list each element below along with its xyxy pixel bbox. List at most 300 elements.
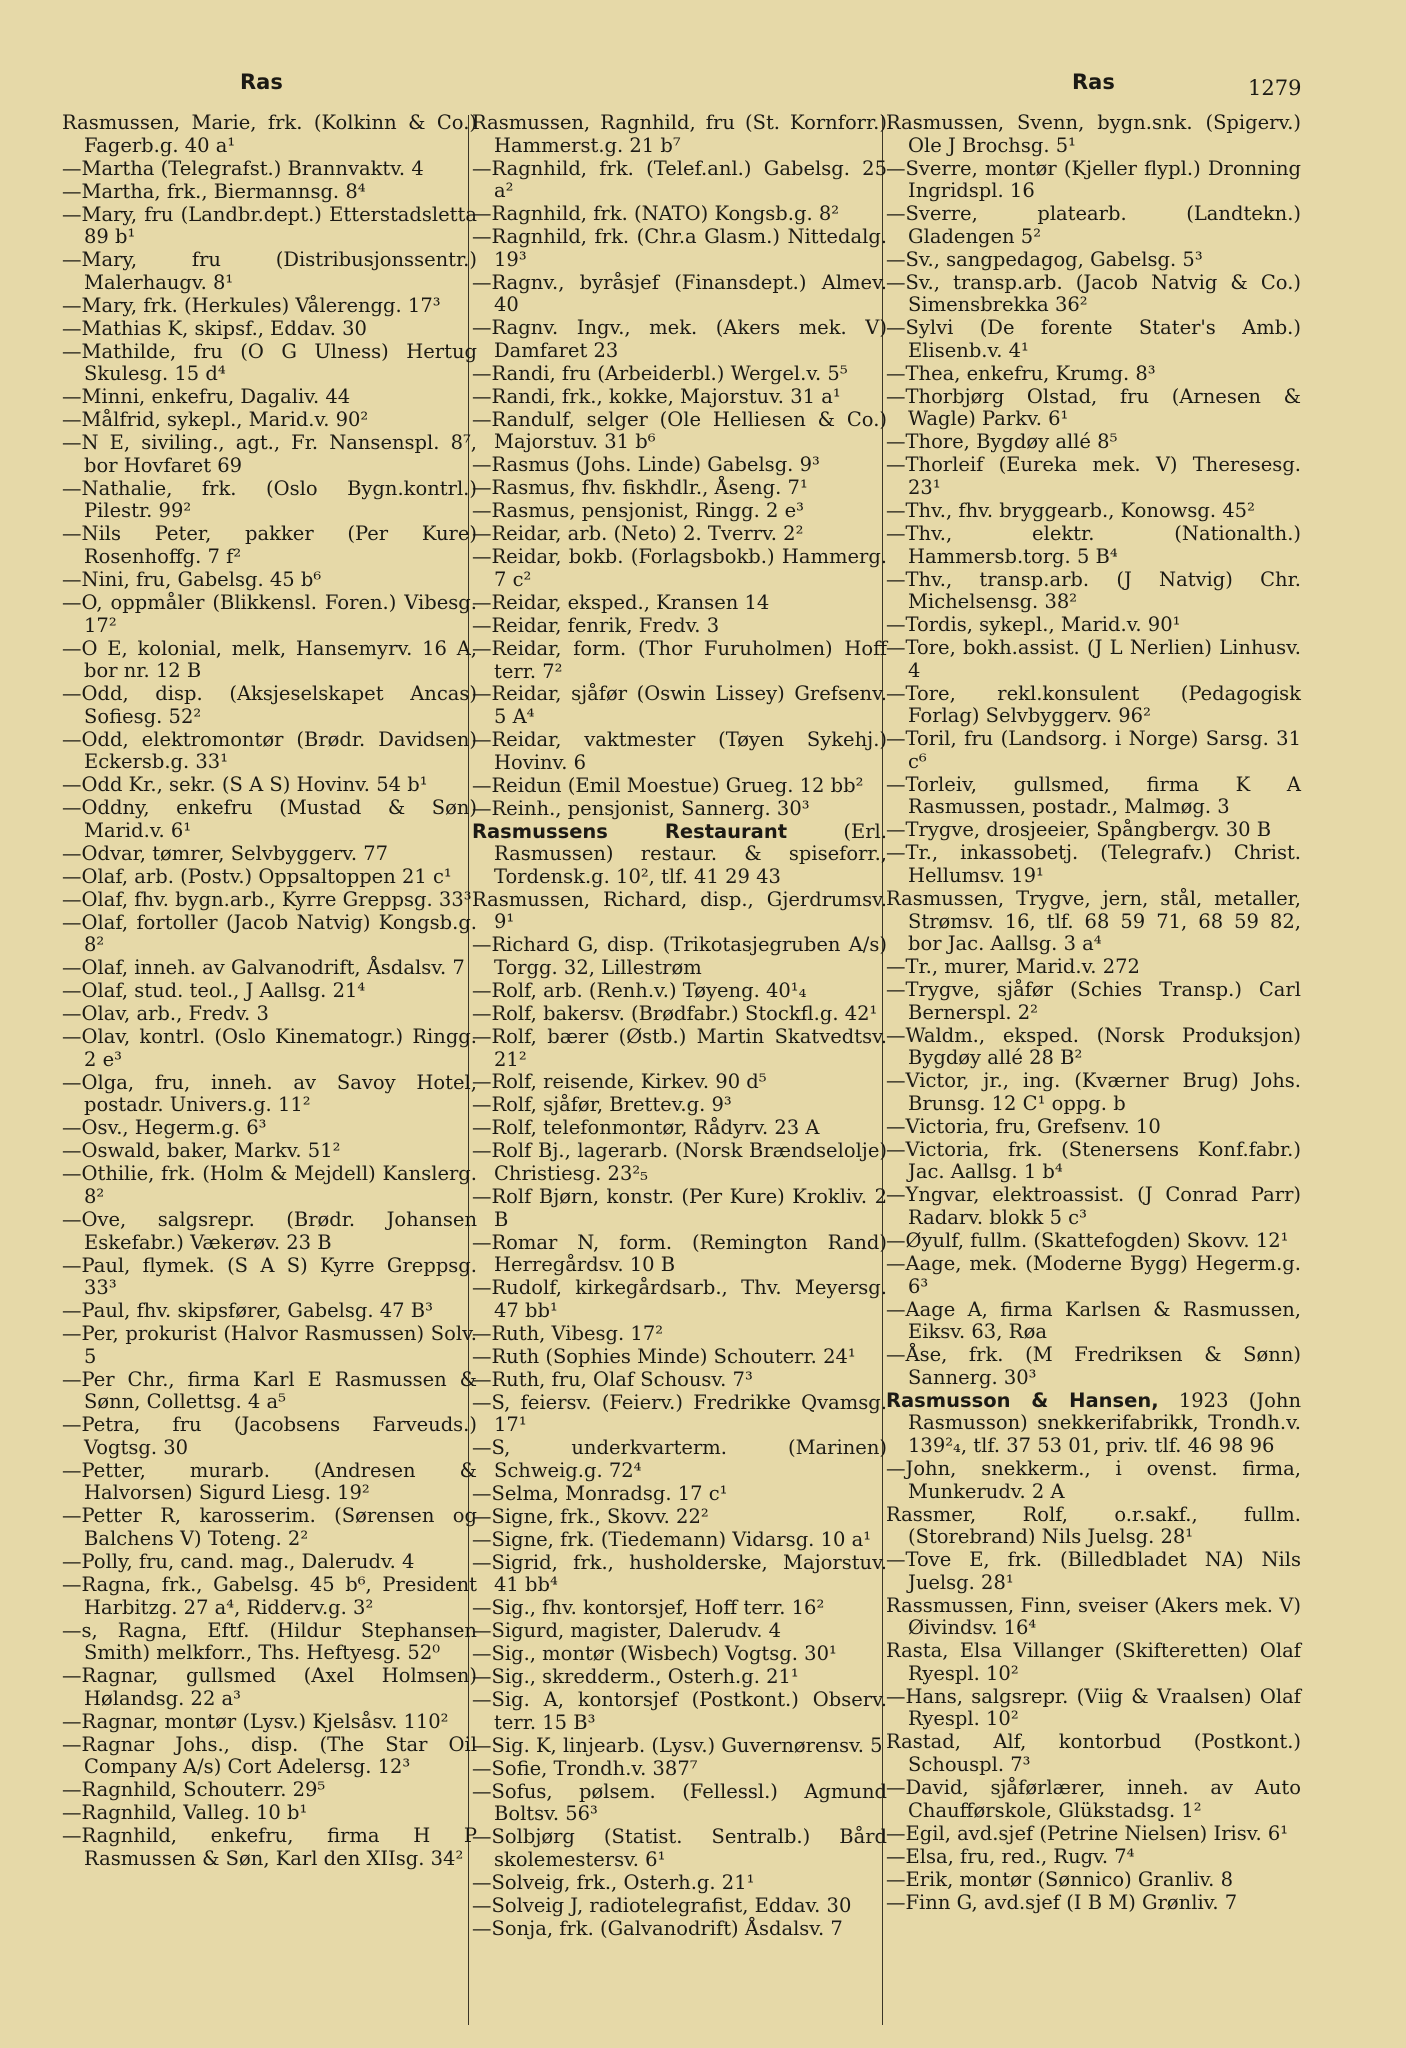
entry-text: —Ruth, Vibesg. 17² [472, 1321, 664, 1345]
entry-text: Rasmussen, Marie, frk. (Kolkinn & Co.) Fagerb.g. 40 a¹ [62, 111, 477, 157]
entry-text: —Trygve, drosjeeier, Spångbergv. 30 B [886, 818, 1272, 842]
directory-entry [886, 637, 1301, 682]
entry-text: —Olaf, inneh. av Galvanodrift, Åsdalsv. 7 [62, 956, 465, 980]
page-number: 1279 [1248, 76, 1302, 100]
directory-entry [886, 683, 1301, 728]
entry-text: —Erik, montør (Sønnico) Granliv. 8 [886, 1867, 1233, 1891]
entry-text: —Reidar, arb. (Neto) 2. Tverrv. 2² [472, 522, 804, 546]
directory-entry [62, 1802, 477, 1825]
directory-entry [472, 454, 887, 477]
entry-text: —Torleiv, gullsmed, firma K A Rasmussen, postadr., Malmøg. 3 [886, 772, 1301, 819]
entry-text: —Rolf Bjørn, konstr. (Per Kure) Krokliv. 2 B [472, 1185, 887, 1231]
entry-text: —Ragnhild, Valleg. 10 b¹ [62, 1801, 308, 1825]
entry-text: Rastad, Alf, kontorbud (Postkont.) Schouspl. 7³ [886, 1730, 1301, 1776]
entry-text: —Mary, frk. (Herkules) Vålerengg. 17³ [62, 293, 441, 317]
entry-text: —Ragnhild, frk. (Telef.anl.) Gabelsg. 25 a² [472, 156, 887, 203]
entry-text: —Polly, fru, cand. mag., Dalerudv. 4 [62, 1550, 415, 1574]
directory-entry [886, 112, 1301, 157]
entry-text: —Reidar, vaktmester (Tøyen Sykehj.) Hovinv. 6 [472, 728, 887, 774]
directory-entry [472, 1437, 887, 1482]
directory-entry [472, 821, 887, 889]
directory-entry [62, 409, 477, 432]
entry-text: —Rasmus, pensjonist, Ringg. 2 e³ [472, 499, 804, 523]
entry-text: —Nils Peter, pakker (Per Kure) Rosenhoffg. 7 f² [62, 522, 477, 568]
directory-entry [62, 797, 477, 842]
entry-text: —Ragnhild, enkefru, firma H P Rasmussen & Søn, Karl den XIIsg. 34² [62, 1824, 477, 1870]
entry-text: —Reidar, bokb. (Forlagsbokb.) Hammerg. 7 c² [472, 545, 887, 591]
directory-entry [472, 112, 887, 157]
directory-entry [472, 1277, 887, 1322]
entry-text: —Nini, fru, Gabelsg. 45 b⁶ [62, 567, 322, 591]
entry-text: —Paul, fhv. skipsfører, Gabelsg. 47 B³ [62, 1299, 433, 1323]
entry-text: —Petter R, karosserim. (Sørensen og Balchens V) Toteng. 2² [62, 1504, 477, 1551]
directory-entry [472, 1826, 887, 1871]
entry-text: —Sigurd, magister, Dalerudv. 4 [472, 1619, 782, 1643]
directory-entry [886, 1025, 1301, 1070]
entry-text: —Solbjørg (Statist. Sentralb.) Bård skolemestersv. 6¹ [472, 1825, 887, 1872]
directory-entry [62, 158, 477, 181]
entry-text: —Odd, disp. (Aksjeselskapet Ancas) Sofiesg. 52² [62, 682, 477, 728]
entry-text: —N E, siviling., agt., Fr. Nansenspl. 8⁷, bor Hovfaret 69 [62, 431, 477, 477]
entry-text: —Signe, frk. (Tiedemann) Vidarsg. 10 a¹ [472, 1527, 872, 1551]
directory-entry [472, 546, 887, 591]
directory-entry [62, 341, 477, 386]
entry-text: —Ove, salgsrepr. (Brødr. Johansen Eskefabr.) Vækerøv. 23 B [62, 1208, 477, 1254]
directory-entry [886, 1139, 1301, 1184]
entry-text: —Thea, enkefru, Krumg. 8³ [886, 361, 1156, 385]
entry-text: —Ragnv. Ingv., mek. (Akers mek. V) Damfaret 23 [472, 316, 887, 362]
entry-text: Rasmussen, Trygve, jern, stål, metaller, Strømsv. 16, tlf. 68 59 71, 68 59 82, bor Jac. Aallsg. 3 a⁴ [886, 887, 1301, 956]
directory-entry [62, 980, 477, 1003]
directory-entry [886, 774, 1301, 819]
directory-entry [472, 1071, 887, 1094]
directory-entry [886, 158, 1301, 203]
entry-text: —Sv., sangpedagog, Gabelsg. 5³ [886, 247, 1203, 271]
entry-business-name: Rasmusson & Hansen, [886, 1388, 1159, 1412]
entry-text: —Randi, fru (Arbeiderbl.) Wergel.v. 5⁵ [472, 361, 848, 385]
entry-text: —Olaf, arb. (Postv.) Oppsaltoppen 21 c¹ [62, 864, 452, 888]
directory-entry [472, 934, 887, 979]
entry-text: —O E, kolonial, melk, Hansemyrv. 16 A, bor nr. 12 B [62, 636, 477, 683]
entry-text: —Thorleif (Eureka mek. V) Theresesg. 23¹ [886, 453, 1301, 500]
directory-entry [62, 592, 477, 637]
directory-entry [62, 569, 477, 592]
entry-text: —Sig. K, linjearb. (Lysv.) Guvernørensv. 5 [472, 1733, 883, 1757]
directory-entry [886, 569, 1301, 614]
entry-text: —Olaf, stud. teol., J Aallsg. 21⁴ [62, 979, 366, 1003]
directory-entry [62, 1711, 477, 1734]
directory-entry [472, 1506, 887, 1529]
directory-entry [886, 888, 1301, 956]
directory-entry [62, 1620, 477, 1665]
directory-entry [472, 1346, 887, 1369]
directory-entry [472, 1758, 887, 1781]
directory-column-2 [472, 112, 887, 1941]
entry-text: —Reinh., pensjonist, Sannerg. 30³ [472, 796, 810, 820]
directory-entry [886, 1116, 1301, 1139]
entry-text: —Ragnar Johs., disp. (The Star Oil Company A/s) Cort Adelersg. 12³ [62, 1732, 477, 1779]
running-header-right: Ras [1072, 70, 1115, 94]
entry-text: —Rasmus (Johs. Linde) Gabelsg. 9³ [472, 453, 820, 477]
directory-entry [62, 432, 477, 477]
entry-text: —Nathalie, frk. (Oslo Bygn.kontrl.) Pilestr. 99² [62, 476, 477, 523]
entry-text: —Thv., fhv. bryggearb., Konowsg. 45² [886, 499, 1255, 522]
directory-entry [472, 638, 887, 683]
running-header-left: Ras [240, 70, 283, 94]
directory-entry [886, 1640, 1301, 1685]
entry-text: —Per, prokurist (Halvor Rasmussen) Solv. 5 [62, 1322, 477, 1368]
directory-entry [62, 523, 477, 568]
directory-entry [472, 1323, 887, 1346]
entry-text: 1923 (John Rasmusson) snekkerifabrikk, Trondh.v. 139²₄, tlf. 37 53 01, priv. tlf. 46 98 96 [908, 1388, 1302, 1457]
directory-entry [886, 1390, 1301, 1458]
directory-entry [886, 1892, 1301, 1915]
directory-entry [886, 1731, 1301, 1776]
directory-entry [472, 1026, 887, 1071]
entry-text: —Trygve, sjåfør (Schies Transp.) Carl Bernerspl. 2² [886, 978, 1301, 1024]
directory-entry [62, 889, 477, 912]
entry-text: —Sv., transp.arb. (Jacob Natvig & Co.) Simensbrekka 36² [886, 270, 1301, 317]
entry-text: —Olav, arb., Fredv. 3 [62, 1002, 269, 1026]
entry-text: —Tr., murer, Marid.v. 272 [886, 955, 1140, 979]
entry-text: —Randulf, selger (Ole Helliesen & Co.) Majorstuv. 31 b⁶ [472, 407, 887, 454]
directory-entry [472, 1140, 887, 1185]
directory-entry [472, 409, 887, 454]
directory-entry [62, 1323, 477, 1368]
directory-entry [62, 1140, 477, 1163]
entry-text: —Sverre, montør (Kjeller flypl.) Dronning Ingridspl. 16 [886, 156, 1301, 203]
directory-entry [886, 1686, 1301, 1731]
entry-text: —Sig., skredderm., Osterh.g. 21¹ [472, 1665, 799, 1689]
directory-entry [472, 1392, 887, 1437]
directory-entry [472, 592, 887, 615]
entry-text: —Aage A, firma Karlsen & Rasmussen, Eiksv. 63, Røa [886, 1297, 1301, 1344]
directory-entry [886, 1344, 1301, 1389]
directory-entry [472, 1666, 887, 1689]
directory-entry [62, 774, 477, 797]
directory-entry [472, 798, 887, 821]
entry-text: —Elsa, fru, red., Rugv. 7⁴ [886, 1844, 1135, 1868]
directory-entry [472, 1597, 887, 1620]
directory-entry [472, 317, 887, 362]
directory-entry [886, 500, 1301, 523]
directory-entry [62, 112, 477, 157]
entry-text: —Ruth (Sophies Minde) Schouterr. 24¹ [472, 1344, 856, 1368]
directory-entry [472, 1781, 887, 1826]
entry-text: —Rolf, arb. (Renh.v.) Tøyeng. 40¹₄ [472, 978, 807, 1002]
entry-text: —Rudolf, kirkegårdsarb., Thv. Meyersg. 47 bb¹ [472, 1276, 887, 1322]
entry-text: —Romar N, form. (Remington Rand) Herregårdsv. 10 B [472, 1230, 887, 1277]
directory-entry [472, 386, 887, 409]
entry-text: —Hans, salgsrepr. (Viig & Vraalsen) Olaf Ryespl. 10² [886, 1684, 1301, 1731]
entry-text: —David, sjåførlærer, inneh. av Auto Chaufførskole, Glükstadsg. 1² [886, 1775, 1301, 1822]
entry-text: —Thv., transp.arb. (J Natvig) Chr. Michelsensg. 38² [886, 567, 1301, 614]
entry-text: —Martha (Telegrafst.) Brannvaktv. 4 [62, 156, 424, 180]
directory-entry [62, 1117, 477, 1140]
entry-text: —Othilie, frk. (Holm & Mejdell) Kanslerg. 8² [62, 1162, 477, 1209]
entry-text: —Oddny, enkefru (Mustad & Søn) Marid.v. 6¹ [62, 796, 477, 842]
entry-text: —Thorbjørg Olstad, fru (Arnesen & Wagle) Parkv. 6¹ [886, 384, 1301, 431]
entry-text: —Odd Kr., sekr. (S A S) Hovinv. 54 b¹ [62, 773, 428, 797]
entry-text: —Sigrid, frk., husholderske, Majorstuv. 41 bb⁴ [472, 1550, 887, 1597]
directory-entry [472, 1529, 887, 1552]
entry-text: —Egil, avd.sjef (Petrine Nielsen) Irisv. 6¹ [886, 1821, 1289, 1845]
entry-text: —Ragnar, gullsmed (Axel Holmsen) Hølandsg. 22 a³ [62, 1664, 477, 1710]
entry-text: —Selma, Monradsg. 17 c¹ [472, 1481, 728, 1505]
entry-text: —Ragnhild, frk. (Chr.a Glasm.) Nittedalg. 19³ [472, 225, 887, 271]
directory-column-3 [886, 112, 1301, 1914]
directory-entry [472, 889, 887, 934]
entry-text: Rasmussen, Ragnhild, fru (St. Kornforr.) Hammerst.g. 21 b⁷ [472, 111, 887, 157]
entry-text: (Erl. Rasmussen) restaur. & spiseforr., Tordensk.g. 10², tlf. 41 29 43 [494, 819, 887, 888]
directory-entry [62, 866, 477, 889]
entry-text: —Odvar, tømrer, Selvbyggerv. 77 [62, 841, 389, 865]
entry-text: —Osv., Hegerm.g. 6³ [62, 1116, 267, 1140]
directory-entry [62, 204, 477, 249]
directory-entry [62, 1734, 477, 1779]
directory-entry [62, 843, 477, 866]
entry-text: —Olav, kontrl. (Oslo Kinematogr.) Ringg. 2 e³ [62, 1025, 477, 1071]
directory-entry [62, 386, 477, 409]
directory-entry [62, 912, 477, 957]
directory-entry [62, 1003, 477, 1026]
directory-entry [886, 249, 1301, 272]
entry-text: —Martha, frk., Biermannsg. 8⁴ [62, 179, 366, 203]
entry-text: —Victoria, fru, Grefsenv. 10 [886, 1114, 1161, 1138]
entry-text: —Randi, frk., kokke, Majorstuv. 31 a¹ [472, 384, 841, 408]
entry-text: —Victor, jr., ing. (Kværner Brug) Johs. Brunsg. 12 C¹ oppg. b [886, 1069, 1301, 1115]
directory-column-1 [62, 112, 477, 1871]
entry-text: —Mathilde, fru (O G Ulness) Hertug Skulesg. 15 d⁴ [62, 339, 477, 386]
directory-entry [62, 683, 477, 728]
entry-text: Rasta, Elsa Villanger (Skifteretten) Olaf Ryespl. 10² [886, 1639, 1301, 1685]
entry-text: —Sylvi (De forente Stater's Amb.) Elisenb.v. 4¹ [886, 316, 1301, 362]
directory-entry [472, 683, 887, 728]
directory-entry [472, 158, 887, 203]
directory-entry [472, 1186, 887, 1231]
entry-text: —Åse, frk. (M Fredriksen & Sønn) Sannerg. 30³ [886, 1343, 1301, 1389]
directory-entry [62, 1209, 477, 1254]
entry-text: —Reidar, sjåfør (Oswin Lissey) Grefsenv. 5 A⁴ [472, 682, 887, 729]
entry-text: —Odd, elektromontør (Brødr. Davidsen) Eckersb.g. 33¹ [62, 727, 477, 774]
entry-text: —Sig., montør (Wisbech) Vogtsg. 30¹ [472, 1642, 837, 1666]
entry-text: Rassmussen, Finn, sveiser (Akers mek. V) Øivindsv. 16⁴ [886, 1593, 1301, 1640]
directory-entry [472, 1003, 887, 1026]
entry-text: —Finn G, avd.sjef (I B M) Grønliv. 7 [886, 1890, 1238, 1914]
directory-entry [886, 1253, 1301, 1298]
directory-entry [472, 980, 887, 1003]
directory-entry [62, 1551, 477, 1574]
directory-entry [62, 1414, 477, 1459]
entry-text: —Rolf, sjåfør, Brettev.g. 9³ [472, 1093, 732, 1117]
entry-text: —Rasmus, fhv. fiskhdlr., Åseng. 7¹ [472, 476, 808, 500]
directory-entry [62, 1300, 477, 1323]
entry-text: —Sverre, platearb. (Landtekn.) Gladengen 5² [886, 202, 1301, 248]
directory-entry [472, 1483, 887, 1506]
directory-entry [62, 181, 477, 204]
directory-entry [472, 272, 887, 317]
entry-text: —Richard G, disp. (Trikotasjegruben A/s) Torgg. 32, Lillestrøm [472, 933, 887, 979]
directory-entry [886, 431, 1301, 454]
directory-entry [472, 500, 887, 523]
directory-entry [472, 1620, 887, 1643]
entry-text: Rasmussen, Richard, disp., Gjerdrumsv. 9¹ [472, 887, 887, 934]
directory-entry [62, 1369, 477, 1414]
directory-entry [62, 1072, 477, 1117]
directory-entry [886, 614, 1301, 637]
directory-entry [472, 1735, 887, 1758]
directory-entry [62, 1779, 477, 1802]
entry-text: —Tore, bokh.assist. (J L Nerlien) Linhusv. 4 [886, 636, 1301, 682]
entry-text: —Yngvar, elektroassist. (J Conrad Parr) Radarv. blokk 5 c³ [886, 1183, 1301, 1230]
directory-entry [886, 1299, 1301, 1344]
directory-entry [886, 203, 1301, 248]
directory-entry [62, 638, 477, 683]
entry-text: —Tore, rekl.konsulent (Pedagogisk Forlag) Selvbyggerv. 96² [886, 681, 1301, 728]
directory-entry [886, 1070, 1301, 1115]
entry-text: —O, oppmåler (Blikkensl. Foren.) Vibesg. 17² [62, 590, 477, 637]
entry-text: —Mary, fru (Distribusjonssentr.) Malerhaugv. 8¹ [62, 248, 477, 294]
directory-entry [472, 1689, 887, 1734]
entry-text: —Minni, enkefru, Dagaliv. 44 [62, 385, 351, 409]
directory-entry [62, 1255, 477, 1300]
entry-text: —Petra, fru (Jacobsens Farveuds.) Vogtsg. 30 [62, 1413, 477, 1459]
entry-text: —Sofus, pølsem. (Fellessl.) Agmund Boltsv. 56³ [472, 1779, 887, 1826]
entry-text: —Paul, flymek. (S A S) Kyrre Greppsg. 33³ [62, 1253, 477, 1300]
entry-text: —Per Chr., firma Karl E Rasmussen & Sønn, Collettsg. 4 a⁵ [62, 1367, 477, 1414]
entry-text: —Rolf, telefonmontør, Rådyrv. 23 A [472, 1116, 820, 1140]
directory-entry [886, 1846, 1301, 1869]
directory-entry [886, 819, 1301, 842]
entry-text: —Ruth, fru, Olaf Schousv. 7³ [472, 1367, 753, 1391]
directory-entry [472, 729, 887, 774]
directory-entry [62, 249, 477, 294]
directory-entry [472, 226, 887, 271]
entry-text: —Solveig J, radiotelegrafist, Eddav. 30 [472, 1894, 852, 1918]
directory-entry [886, 1595, 1301, 1640]
directory-entry [886, 454, 1301, 499]
entry-text: —Victoria, frk. (Stenersens Konf.fabr.) Jac. Aallsg. 1 b⁴ [886, 1137, 1301, 1184]
directory-entry [62, 957, 477, 980]
directory-entry [886, 1184, 1301, 1229]
entry-text: —Tordis, sykepl., Marid.v. 90¹ [886, 613, 1181, 637]
directory-entry [62, 1574, 477, 1619]
directory-entry [62, 1665, 477, 1710]
entry-text: —Rolf, bakersv. (Brødfabr.) Stockfl.g. 42¹ [472, 1001, 878, 1025]
directory-entry [472, 1369, 887, 1392]
directory-entry [886, 1504, 1301, 1549]
directory-entry [472, 1232, 887, 1277]
directory-entry [472, 363, 887, 386]
entry-text: Rassmer, Rolf, o.r.sakf., fullm. (Storebrand) Nils Juelsg. 28¹ [886, 1502, 1301, 1549]
entry-text: —Petter, murarb. (Andresen & Halvorsen) Sigurd Liesg. 19² [62, 1458, 477, 1505]
entry-text: —Sofie, Trondh.v. 387⁷ [472, 1756, 698, 1780]
entry-text: —Waldm., eksped. (Norsk Produksjon) Bygdøy allé 28 B² [886, 1023, 1301, 1070]
directory-entry [472, 1918, 887, 1941]
directory-entry [472, 1117, 887, 1140]
entry-text: —Mathias K, skipsf., Eddav. 30 [62, 316, 367, 340]
entry-text: —Ragnv., byråsjef (Finansdept.) Almev. 40 [472, 270, 887, 317]
directory-entry [886, 956, 1301, 979]
entry-text: —Tove E, frk. (Billedbladet NA) Nils Juelsg. 28¹ [886, 1548, 1301, 1594]
entry-text: —Reidar, eksped., Kransen 14 [472, 590, 770, 614]
directory-entry [62, 1026, 477, 1071]
entry-text: —S, underkvarterm. (Marinen) Schweig.g. 72⁴ [472, 1436, 887, 1482]
directory-entry [472, 1895, 887, 1918]
directory-entry [886, 523, 1301, 568]
directory-entry [886, 317, 1301, 362]
directory-entry [886, 979, 1301, 1024]
entry-text: —Reidun (Emil Moestue) Grueg. 12 bb² [472, 773, 864, 797]
directory-entry [472, 1872, 887, 1895]
entry-text: Rasmussen, Svenn, bygn.snk. (Spigerv.) Ole J Brochsg. 5¹ [886, 111, 1301, 157]
directory-entry [886, 1777, 1301, 1822]
entry-text: —Sig., fhv. kontorsjef, Hoff terr. 16² [472, 1596, 825, 1620]
entry-text: —Aage, mek. (Moderne Bygg) Hegerm.g. 6³ [886, 1252, 1301, 1298]
directory-entry [886, 728, 1301, 773]
entry-text: —Rolf, bærer (Østb.) Martin Skatvedtsv. 21² [472, 1024, 887, 1071]
entry-text: —Toril, fru (Landsorg. i Norge) Sarsg. 31 c⁶ [886, 727, 1301, 773]
entry-text: —Målfrid, sykepl., Marid.v. 90² [62, 408, 369, 432]
entry-business-name: Rasmussens Restaurant [472, 819, 788, 843]
entry-text: —Reidar, form. (Thor Furuholmen) Hoff terr. 7² [472, 636, 887, 683]
directory-entry [472, 1552, 887, 1597]
directory-entry [62, 295, 477, 318]
directory-entry [62, 318, 477, 341]
directory-entry [886, 1823, 1301, 1846]
entry-text: —Ragna, frk., Gabelsg. 45 b⁶, President Harbitzg. 27 a⁴, Ridderv.g. 3² [62, 1573, 477, 1619]
entry-text: —Signe, frk., Skovv. 22² [472, 1504, 709, 1528]
directory-entry [886, 1230, 1301, 1253]
entry-text: —Rolf Bj., lagerarb. (Norsk Brændselolje) Christiesg. 23²₅ [472, 1139, 887, 1186]
entry-text: —Olaf, fortoller (Jacob Natvig) Kongsb.g. 8² [62, 910, 477, 957]
entry-text: —S, feiersv. (Feierv.) Fredrikke Qvamsg. 17¹ [472, 1390, 887, 1437]
entry-text: —Øyulf, fullm. (Skattefogden) Skovv. 12¹ [886, 1229, 1289, 1253]
entry-text: —Thv., elektr. (Nationalth.) Hammersb.torg. 5 B⁴ [886, 521, 1301, 568]
directory-entry [62, 478, 477, 523]
directory-entry [886, 363, 1301, 386]
directory-entry [472, 477, 887, 500]
directory-entry [472, 1094, 887, 1117]
directory-entry [886, 1458, 1301, 1503]
directory-entry [62, 1825, 477, 1870]
directory-entry [472, 203, 887, 226]
entry-text: —Rolf, reisende, Kirkev. 90 d⁵ [472, 1070, 767, 1094]
entry-text: —s, Ragna, Eftf. (Hildur Stephansen Smith) melkforr., Ths. Heftyesg. 52⁰ [62, 1618, 477, 1665]
entry-text: —Sig. A, kontorsjef (Postkont.) Observ. terr. 15 B³ [472, 1688, 887, 1734]
directory-entry [886, 842, 1301, 887]
entry-text: —Thore, Bygdøy allé 8⁵ [886, 430, 1118, 454]
entry-text: —John, snekkerm., i ovenst. firma, Munkerudv. 2 A [886, 1456, 1301, 1503]
directory-entry [886, 386, 1301, 431]
directory-entry [886, 1549, 1301, 1594]
entry-text: —Olaf, fhv. bygn.arb., Kyrre Greppsg. 33³ [62, 887, 472, 911]
entry-text: —Olga, fru, inneh. av Savoy Hotel, postadr. Univers.g. 11² [62, 1070, 477, 1117]
entry-text: —Sonja, frk. (Galvanodrift) Åsdalsv. 7 [472, 1917, 843, 1940]
directory-entry [472, 775, 887, 798]
entry-text: —Ragnhild, frk. (NATO) Kongsb.g. 8² [472, 202, 840, 226]
entry-text: —Ragnhild, Schouterr. 29⁵ [62, 1778, 326, 1802]
directory-entry [62, 729, 477, 774]
directory-entry [472, 523, 887, 546]
entry-text: —Ragnar, montør (Lysv.) Kjelsåsv. 110² [62, 1709, 449, 1733]
directory-entry [472, 1643, 887, 1666]
entry-text: —Reidar, fenrik, Fredv. 3 [472, 613, 720, 637]
entry-text: —Solveig, frk., Osterh.g. 21¹ [472, 1871, 755, 1895]
directory-entry [472, 615, 887, 638]
entry-text: —Mary, fru (Landbr.dept.) Etterstadsletta 89 b¹ [62, 202, 477, 249]
directory-entry [886, 272, 1301, 317]
